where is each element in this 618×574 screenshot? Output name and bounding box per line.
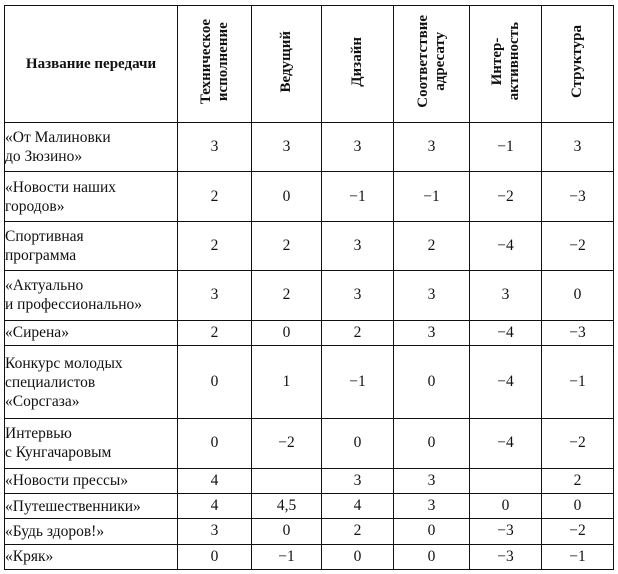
score-cell: 0 — [252, 320, 322, 345]
score-cell: 0 — [542, 271, 614, 320]
score-cell: 4 — [322, 493, 394, 518]
program-name-header: Название передачи — [5, 6, 178, 123]
score-cell: −3 — [470, 519, 542, 544]
criterion-header — [322, 6, 394, 123]
score-cell: −1 — [542, 345, 614, 418]
table-row — [5, 468, 614, 493]
score-cell: −2 — [252, 419, 322, 468]
score-cell: 0 — [178, 345, 252, 418]
score-cell: 2 — [178, 172, 252, 221]
table-body — [5, 123, 614, 570]
score-cell: 1 — [252, 345, 322, 418]
score-cell: 3 — [322, 123, 394, 172]
score-cell: 3 — [394, 493, 470, 518]
score-cell: 4 — [178, 468, 252, 493]
criterion-header — [178, 6, 252, 123]
criterion-header-label: Ведущий — [278, 30, 294, 93]
score-cell: 3 — [178, 271, 252, 320]
score-cell: 3 — [394, 468, 470, 493]
score-cell: 3 — [470, 271, 542, 320]
score-cell: 3 — [394, 271, 470, 320]
score-cell: 2 — [394, 221, 470, 270]
score-cell: −4 — [470, 419, 542, 468]
score-cell: −1 — [542, 544, 614, 569]
score-cell: 4 — [178, 493, 252, 518]
score-cell: 0 — [394, 519, 470, 544]
score-cell: −1 — [322, 345, 394, 418]
score-cell: 0 — [394, 544, 470, 569]
score-cell: 2 — [178, 221, 252, 270]
score-cell: −3 — [542, 320, 614, 345]
table-row — [5, 519, 614, 544]
program-name-cell: «Новости наших городов» — [5, 172, 178, 221]
score-cell: −1 — [394, 172, 470, 221]
criterion-header — [394, 6, 470, 123]
score-cell: 0 — [394, 345, 470, 418]
score-cell: 0 — [394, 419, 470, 468]
score-cell: 3 — [394, 123, 470, 172]
score-cell: 0 — [542, 493, 614, 518]
score-cell: 3 — [178, 123, 252, 172]
score-cell: 0 — [470, 493, 542, 518]
criterion-header — [252, 6, 322, 123]
score-cell: −1 — [470, 123, 542, 172]
ratings-table — [4, 5, 614, 570]
score-cell — [252, 468, 322, 493]
criterion-header-label: Интер- активность — [488, 22, 522, 101]
program-name-cell: «Будь здоров!» — [5, 519, 178, 544]
table-row — [5, 419, 614, 468]
score-cell: 0 — [252, 172, 322, 221]
score-cell: −4 — [470, 221, 542, 270]
score-cell: 2 — [322, 320, 394, 345]
table-row — [5, 123, 614, 172]
score-cell: 2 — [322, 519, 394, 544]
score-cell: −4 — [470, 320, 542, 345]
score-cell: −3 — [470, 544, 542, 569]
score-cell: 3 — [322, 221, 394, 270]
table-row — [5, 320, 614, 345]
score-cell: 0 — [178, 419, 252, 468]
program-name-cell: «Путешественники» — [5, 493, 178, 518]
score-cell: −2 — [542, 519, 614, 544]
score-cell: −2 — [470, 172, 542, 221]
score-cell: 2 — [542, 468, 614, 493]
score-cell: 0 — [178, 544, 252, 569]
program-name-cell: «Сирена» — [5, 320, 178, 345]
score-cell: −1 — [322, 172, 394, 221]
table-row — [5, 172, 614, 221]
score-cell: −2 — [542, 419, 614, 468]
criterion-header-label: Соответствие адресату — [414, 15, 448, 108]
score-cell: −2 — [542, 221, 614, 270]
score-cell: 3 — [542, 123, 614, 172]
score-cell — [470, 468, 542, 493]
program-name-cell: Интервью с Кунгачаровым — [5, 419, 178, 468]
table-row — [5, 493, 614, 518]
program-name-cell: Конкурс молодых специалистов «Сорсгаза» — [5, 345, 178, 418]
score-cell: −4 — [470, 345, 542, 418]
score-cell: 3 — [178, 519, 252, 544]
score-cell: 3 — [322, 468, 394, 493]
table-row — [5, 271, 614, 320]
score-cell: 3 — [394, 320, 470, 345]
score-cell: 0 — [322, 419, 394, 468]
score-cell: 2 — [252, 221, 322, 270]
program-name-cell: «Актуально и профессионально» — [5, 271, 178, 320]
criterion-header-label: Дизайн — [349, 36, 365, 87]
table-row — [5, 345, 614, 418]
program-name-cell: «От Малиновки до Зюзино» — [5, 123, 178, 172]
criterion-header-label: Техническое исполнение — [197, 18, 231, 105]
header-row — [5, 6, 614, 123]
score-cell: 2 — [178, 320, 252, 345]
score-cell: 3 — [252, 123, 322, 172]
score-cell: 0 — [322, 544, 394, 569]
table-row — [5, 221, 614, 270]
program-name-cell: «Кряк» — [5, 544, 178, 569]
score-cell: 4,5 — [252, 493, 322, 518]
program-name-cell: «Новости прессы» — [5, 468, 178, 493]
score-cell: −1 — [252, 544, 322, 569]
criterion-header — [542, 6, 614, 123]
criterion-header — [470, 6, 542, 123]
table-row — [5, 544, 614, 569]
score-cell: 2 — [252, 271, 322, 320]
score-cell: 0 — [252, 519, 322, 544]
criterion-header-label: Структура — [569, 25, 585, 98]
score-cell: −3 — [542, 172, 614, 221]
program-name-cell: Спортивная программа — [5, 221, 178, 270]
score-cell: 3 — [322, 271, 394, 320]
